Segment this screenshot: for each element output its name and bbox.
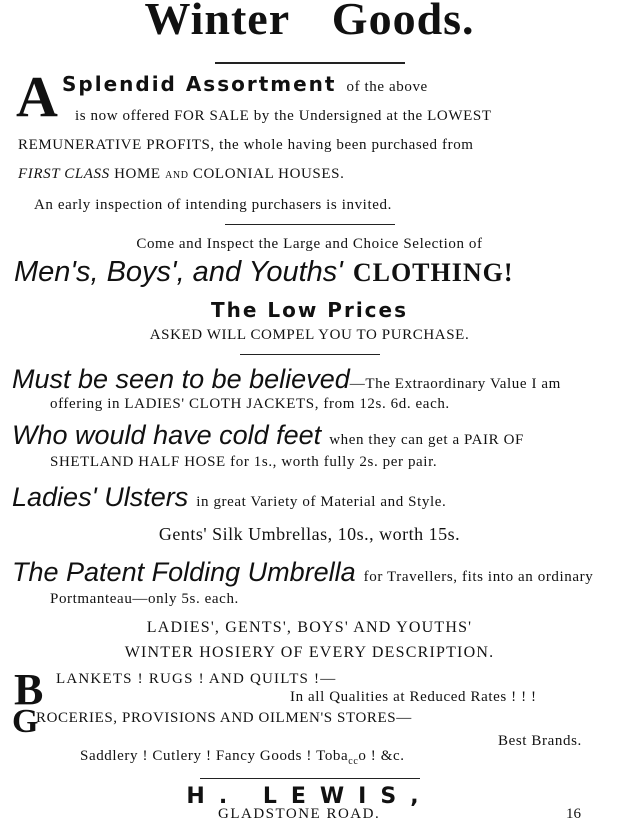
footer-rule (200, 778, 420, 779)
mens-clothing-line (14, 256, 514, 289)
ladies-ulsters: Ladies' Ulsters (12, 482, 189, 512)
best-brands: Best Brands. (498, 733, 582, 749)
cold-feet-line (12, 420, 524, 451)
patent-line (12, 557, 593, 588)
portmanteau-line: Portmanteau—only 5s. each. (50, 591, 239, 607)
intro-line-1 (62, 72, 428, 96)
patent-umbrella: The Patent Folding Umbrella (12, 557, 356, 587)
section-rule-2 (240, 354, 380, 355)
first-class: FIRST CLASS (18, 166, 110, 182)
groceries-line: ROCERIES, PROVISIONS AND OILMEN'S STORES— (36, 710, 412, 726)
silk-umbrellas: Gents' Silk Umbrellas, 10s., worth 15s. (158, 524, 461, 544)
saddlery-text: Saddlery ! Cutlery ! Fancy Goods ! Toba (80, 748, 349, 764)
home: HOME (114, 166, 161, 182)
asked-line: ASKED WILL COMPEL YOU TO PURCHASE. (149, 327, 470, 343)
and-word: AND (165, 170, 189, 181)
must-be-seen: Must be seen to be believed (12, 364, 350, 394)
clothing-word: CLOTHING! (352, 258, 514, 287)
ulsters-line (12, 482, 446, 513)
drop-cap-a: A (16, 64, 58, 129)
of-the-above: of the above (346, 79, 428, 95)
blankets-line: LANKETS ! RUGS ! AND QUILTS !— (56, 671, 337, 687)
saddlery-line (80, 748, 405, 767)
come-inspect: Come and Inspect the Large and Choice Selection of (136, 236, 483, 252)
h-lewis: H. LEWIS, (186, 784, 433, 809)
patent-rest: for Travellers, fits into an ordinary (363, 569, 594, 585)
cold-feet: Who would have cold feet (12, 420, 322, 450)
saddlery-end: o ! &c. (358, 748, 405, 764)
title-rule (215, 62, 405, 64)
jackets-line: offering in LADIES' CLOTH JACKETS, from 12s. 6d. each. (50, 396, 450, 412)
colonial-houses: COLONIAL HOUSES. (192, 166, 345, 182)
intro-line-5: An early inspection of intending purchasers is invited. (34, 197, 392, 213)
intro-line-2: is now offered FOR SALE by the Undersigned at the LOWEST (75, 108, 492, 124)
reduced-rates: In all Qualities at Reduced Rates ! ! ! (290, 689, 537, 705)
low-prices: The Low Prices (210, 298, 409, 322)
hosiery-line-1: LADIES', GENTS', BOYS' AND YOUTHS' (146, 619, 473, 636)
cold-rest: when they can get a PAIR OF (329, 432, 524, 448)
tobacco-cc: cc (348, 756, 359, 767)
splendid-assortment: Splendid Assortment (62, 72, 337, 96)
drop-cap-b: B (14, 665, 44, 714)
ulsters-rest: in great Variety of Material and Style. (196, 494, 447, 510)
must-rest: —The Extraordinary Value I am (349, 376, 561, 392)
gladstone-road: GLADSTONE ROAD. (218, 806, 381, 822)
section-rule-1 (225, 224, 395, 225)
mens-boys-youths: Men's, Boys', and Youths' (14, 256, 343, 288)
ad-number: 16 (566, 806, 581, 822)
intro-line-4 (18, 166, 344, 183)
intro-line-3: REMUNERATIVE PROFITS, the whole having been purchased from (18, 137, 474, 153)
drop-cap-g: G (12, 703, 39, 740)
shetland-line: SHETLAND HALF HOSE for 1s., worth fully 2s. per pair. (50, 454, 438, 470)
hosiery-line-2: WINTER HOSIERY OF EVERY DESCRIPTION. (124, 644, 495, 661)
must-be-seen-line (12, 364, 561, 395)
ad-title: Winter Goods. (144, 0, 475, 44)
